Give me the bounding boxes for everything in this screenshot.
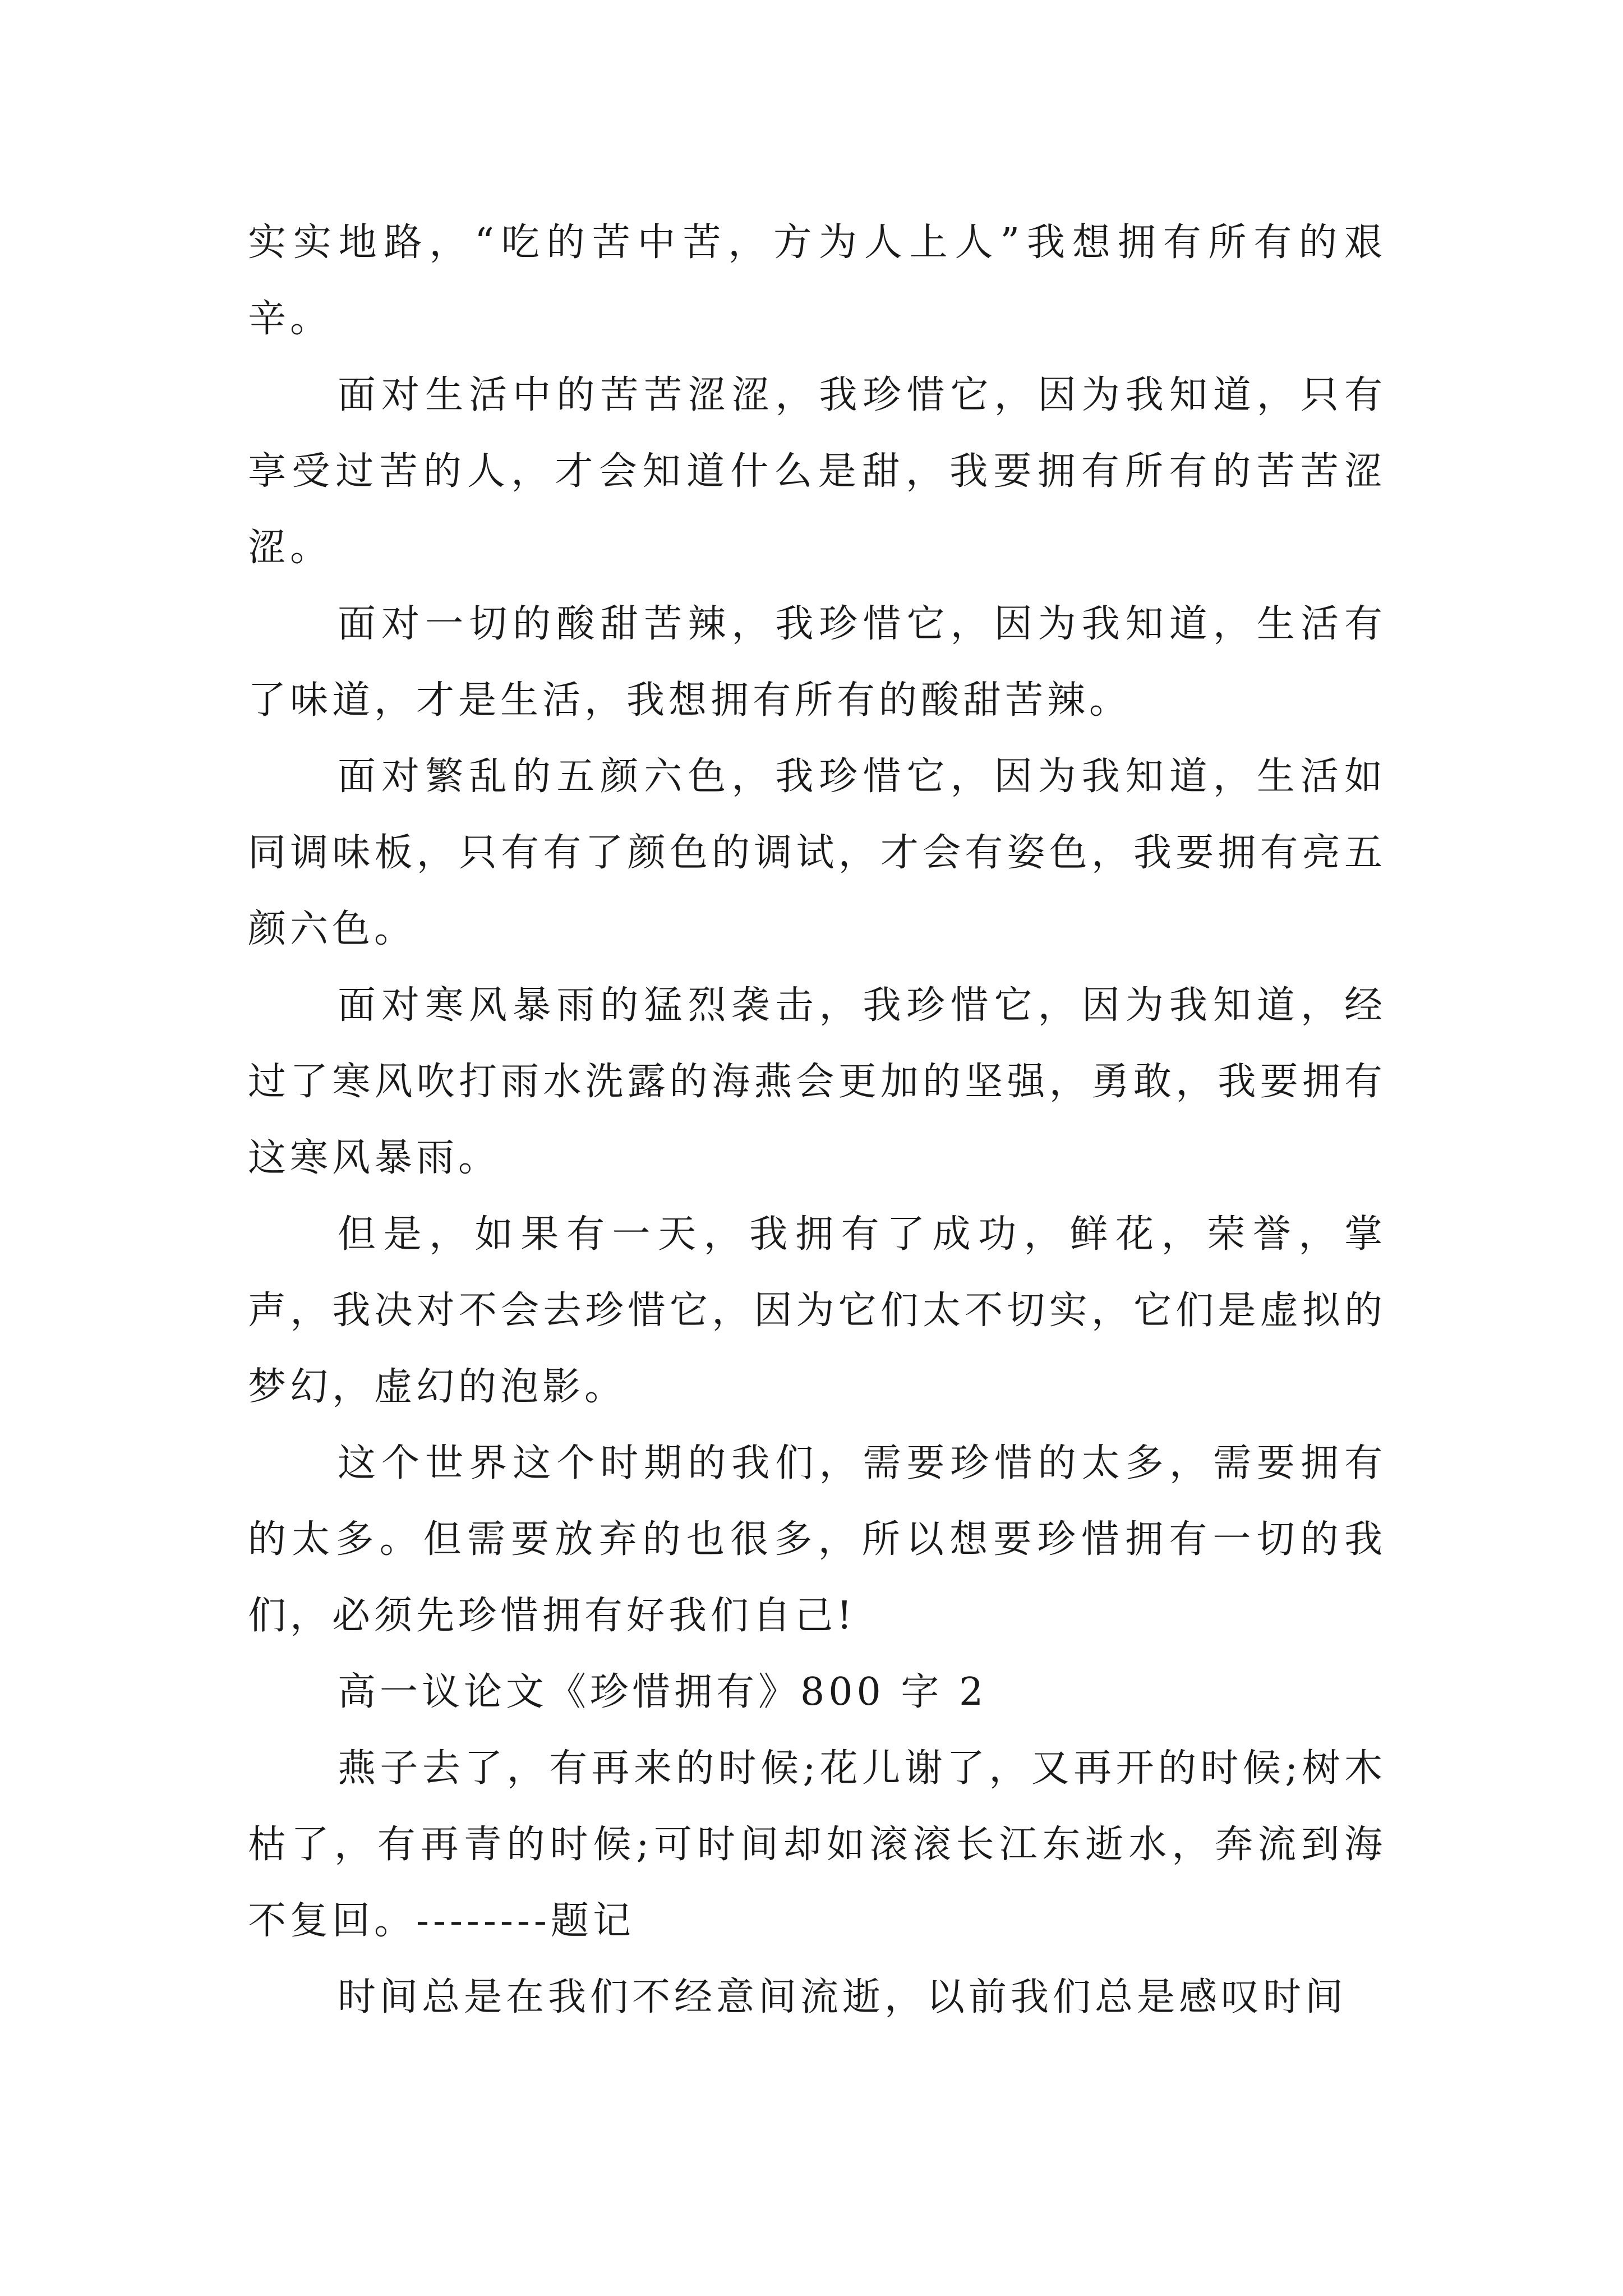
paragraph: 面对寒风暴雨的猛烈袭击，我珍惜它，因为我知道，经过了寒风吹打雨水洗露的海燕会更加的坚强，勇敢，我要拥有这寒风暴雨。 [248, 983, 1386, 1180]
paragraph: 燕子去了，有再来的时候;花儿谢了，又再开的时候;树木枯了，有再青的时候;可时间却如滚滚长江东逝水，奔流到海不复回。--------题记 [248, 1746, 1386, 1943]
section-heading: 高一议论文《珍惜拥有》800 字 2 [338, 1670, 988, 1714]
paragraph: 面对繁乱的五颜六色，我珍惜它，因为我知道，生活如同调味板，只有有了颜色的调试，才会有姿色，我要拥有亮五颜六色。 [248, 754, 1386, 951]
paragraph: 面对生活中的苦苦涩涩，我珍惜它，因为我知道，只有享受过苦的人，才会知道什么是甜，我要拥有所有的苦苦涩涩。 [248, 373, 1386, 570]
paragraph: 时间总是在我们不经意间流逝，以前我们总是感叹时间 [338, 1975, 1348, 2019]
document-body [248, 205, 1386, 2036]
paragraph: 面对一切的酸甜苦辣，我珍惜它，因为我知道，生活有了味道，才是生活，我想拥有所有的酸甜苦辣。 [248, 602, 1386, 723]
paragraph: 这个世界这个时期的我们，需要珍惜的太多，需要拥有的太多。但需要放弃的也很多，所以想要珍惜拥有一切的我们，必须先珍惜拥有好我们自己! [248, 1441, 1386, 1638]
paragraph: 实实地路，“吃的苦中苦，方为人上人”我想拥有所有的艰辛。 [248, 220, 1386, 341]
paragraph: 但是，如果有一天，我拥有了成功，鲜花，荣誉，掌声，我决对不会去珍惜它，因为它们太不切实，它们是虚拟的梦幻，虚幻的泡影。 [248, 1212, 1386, 1409]
